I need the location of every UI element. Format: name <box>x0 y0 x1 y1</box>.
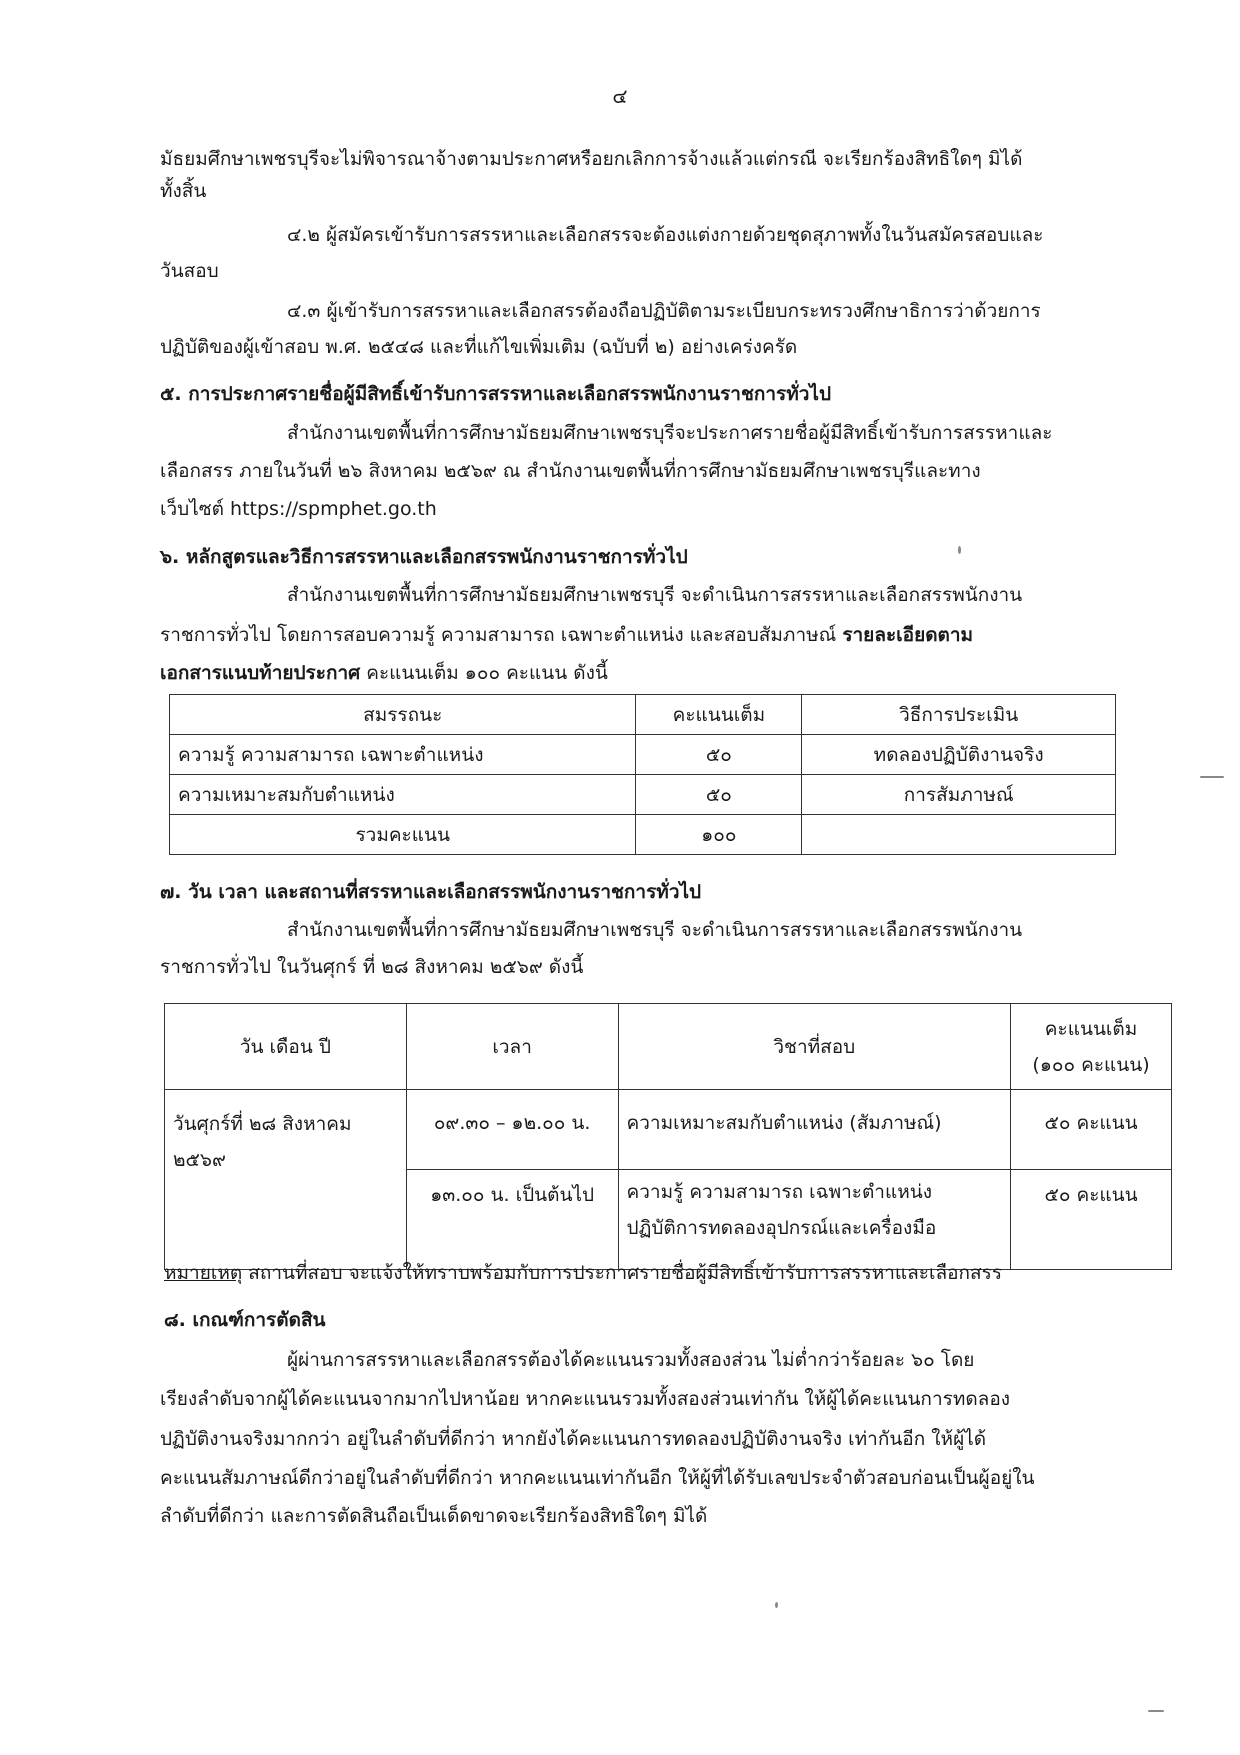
header-line: คะแนนเต็ม <box>1044 1017 1138 1040</box>
header-line: (๑๐๐ คะแนน) <box>1032 1053 1150 1076</box>
section-8-line: เรียงลำดับจากผู้ได้คะแนนจากมากไปหาน้อย หากคะแนนรวมทั้งสองส่วนเท่ากัน ให้ผู้ได้คะแนนการทดลอง <box>160 1388 1011 1410</box>
time-cell: ๑๓.๐๐ น. เป็นต้นไป <box>406 1170 618 1270</box>
total-label-cell: รวมคะแนน <box>170 815 636 855</box>
section-8-line: ลำดับที่ดีกว่า และการตัดสินถือเป็นเด็ดขาดจะเรียกร้องสิทธิใดๆ มิได้ <box>160 1505 708 1527</box>
scan-speck <box>1148 1710 1164 1712</box>
page-number: ๔ <box>612 84 628 108</box>
table-row <box>170 775 1116 815</box>
subject-cell <box>618 1170 1011 1270</box>
text-run-bold: เอกสารแนบท้ายประกาศ <box>160 662 361 684</box>
subject-line: ความรู้ ความสามารถ เฉพาะตำแหน่ง <box>626 1181 933 1203</box>
paragraph-line: ทั้งสิ้น <box>160 180 207 202</box>
table-header-row <box>170 695 1116 735</box>
table-total-row <box>170 815 1116 855</box>
section-7-line: ราชการทั่วไป ในวันศุกร์ ที่ ๒๘ สิงหาคม ๒๕๖๙ ดังนี้ <box>160 956 584 978</box>
score-cell: ๕๐ คะแนน <box>1011 1090 1172 1170</box>
score-cell: ๕๐ <box>636 735 802 775</box>
empty-cell <box>802 815 1116 855</box>
paragraph-line: มัธยมศึกษาเพชรบุรีจะไม่พิจารณาจ้างตามประกาศหรือยกเลิกการจ้างแล้วแต่กรณี จะเรียกร้องสิทธิใดๆ มิได้ <box>160 148 1023 170</box>
table-header-cell: วิธีการประเมิน <box>802 695 1116 735</box>
scan-speck <box>958 546 961 554</box>
competency-table <box>169 694 1116 855</box>
section-5-line: เว็บไซต์ https://spmphet.go.th <box>160 498 437 520</box>
section-8-line: ผู้ผ่านการสรรหาและเลือกสรรต้องได้คะแนนรวมทั้งสองส่วน ไม่ต่ำกว่าร้อยละ ๖๐ โดย <box>287 1349 975 1371</box>
section-5-line: สำนักงานเขตพื้นที่การศึกษามัธยมศึกษาเพชรบุรีจะประกาศรายชื่อผู้มีสิทธิ์เข้ารับการสรรหาและ <box>287 422 1053 444</box>
subject-cell: ความเหมาะสมกับตำแหน่ง (สัมภาษณ์) <box>618 1090 1011 1170</box>
schedule-table <box>164 1003 1172 1270</box>
table-header-cell: คะแนนเต็ม <box>636 695 802 735</box>
text-run-bold: รายละเอียดตาม <box>842 624 974 646</box>
scan-speck <box>775 1602 778 1608</box>
section-6-line <box>160 620 973 650</box>
table-header-cell: วิชาที่สอบ <box>618 1004 1011 1090</box>
section-8-heading: ๘. เกณฑ์การตัดสิน <box>164 1309 326 1331</box>
section-8-line: ปฏิบัติงานจริงมากกว่า อยู่ในลำดับที่ดีกว่า หากยังได้คะแนนการทดลองปฏิบัติงานจริง เท่ากันอีก ให้ผู้ได้ <box>160 1428 987 1450</box>
method-cell: ทดลองปฏิบัติงานจริง <box>802 735 1116 775</box>
item-4-3-line: ๔.๓ ผู้เข้ารับการสรรหาและเลือกสรรต้องถือปฏิบัติตามระเบียบกระทรวงศึกษาธิการว่าด้วยการ <box>287 300 1041 322</box>
section-6-line: สำนักงานเขตพื้นที่การศึกษามัธยมศึกษาเพชรบุรี จะดำเนินการสรรหาและเลือกสรรพนักงาน <box>287 584 1023 606</box>
table-row <box>165 1090 1172 1170</box>
table-header-cell: สมรรถนะ <box>170 695 636 735</box>
time-cell: ๐๙.๓๐ – ๑๒.๐๐ น. <box>406 1090 618 1170</box>
method-cell: การสัมภาษณ์ <box>802 775 1116 815</box>
date-cell <box>165 1090 407 1270</box>
score-cell: ๕๐ <box>636 775 802 815</box>
text-run: ราชการทั่วไป โดยการสอบความรู้ ความสามารถ เฉพาะตำแหน่ง และสอบสัมภาษณ์ <box>160 624 843 646</box>
table-header-cell <box>1011 1004 1172 1090</box>
note-line <box>164 1258 1002 1288</box>
section-8-line: คะแนนสัมภาษณ์ดีกว่าอยู่ในลำดับที่ดีกว่า หากคะแนนเท่ากันอีก ให้ผู้ที่ได้รับเลขประจำตัวสอบก่อนเป็นผู้อยู่ใน <box>160 1467 1035 1489</box>
item-4-2-line: วันสอบ <box>160 260 219 282</box>
score-cell: ๕๐ คะแนน <box>1011 1170 1172 1270</box>
competency-cell: ความรู้ ความสามารถ เฉพาะตำแหน่ง <box>170 735 636 775</box>
section-5-line: เลือกสรร ภายในวันที่ ๒๖ สิงหาคม ๒๕๖๙ ณ สำนักงานเขตพื้นที่การศึกษามัธยมศึกษาเพชรบุรีและทาง <box>160 460 981 482</box>
table-header-cell: เวลา <box>406 1004 618 1090</box>
item-4-3-line: ปฏิบัติของผู้เข้าสอบ พ.ศ. ๒๕๔๘ และที่แก้ไขเพิ่มเติม (ฉบับที่ ๒) อย่างเคร่งครัด <box>160 336 798 358</box>
section-6-line <box>160 658 608 688</box>
competency-cell: ความเหมาะสมกับตำแหน่ง <box>170 775 636 815</box>
table-header-row <box>165 1004 1172 1090</box>
section-5-heading: ๕. การประกาศรายชื่อผู้มีสิทธิ์เข้ารับการสรรหาและเลือกสรรพนักงานราชการทั่วไป <box>160 383 832 405</box>
scan-speck <box>1200 776 1224 778</box>
table-row <box>170 735 1116 775</box>
table-header-cell: วัน เดือน ปี <box>165 1004 407 1090</box>
date-line: วันศุกร์ที่ ๒๘ สิงหาคม <box>173 1113 352 1135</box>
note-label: หมายเหตุ <box>164 1262 243 1284</box>
subject-line: ปฏิบัติการทดลองอุปกรณ์และเครื่องมือ <box>626 1217 937 1239</box>
section-6-heading: ๖. หลักสูตรและวิธีการสรรหาและเลือกสรรพนักงานราชการทั่วไป <box>160 546 688 568</box>
text-run: คะแนนเต็ม ๑๐๐ คะแนน ดังนี้ <box>360 662 608 684</box>
section-7-line: สำนักงานเขตพื้นที่การศึกษามัธยมศึกษาเพชรบุรี จะดำเนินการสรรหาและเลือกสรรพนักงาน <box>287 919 1023 941</box>
date-line: ๒๕๖๙ <box>173 1149 226 1171</box>
total-score-cell: ๑๐๐ <box>636 815 802 855</box>
note-text: สถานที่สอบ จะแจ้งให้ทราบพร้อมกับการประกาศรายชื่อผู้มีสิทธิ์เข้ารับการสรรหาและเลือกสรร <box>242 1262 1003 1284</box>
section-7-heading: ๗. วัน เวลา และสถานที่สรรหาและเลือกสรรพนักงานราชการทั่วไป <box>160 881 702 903</box>
item-4-2-line: ๔.๒ ผู้สมัครเข้ารับการสรรหาและเลือกสรรจะต้องแต่งกายด้วยชุดสุภาพทั้งในวันสมัครสอบและ <box>287 224 1044 246</box>
